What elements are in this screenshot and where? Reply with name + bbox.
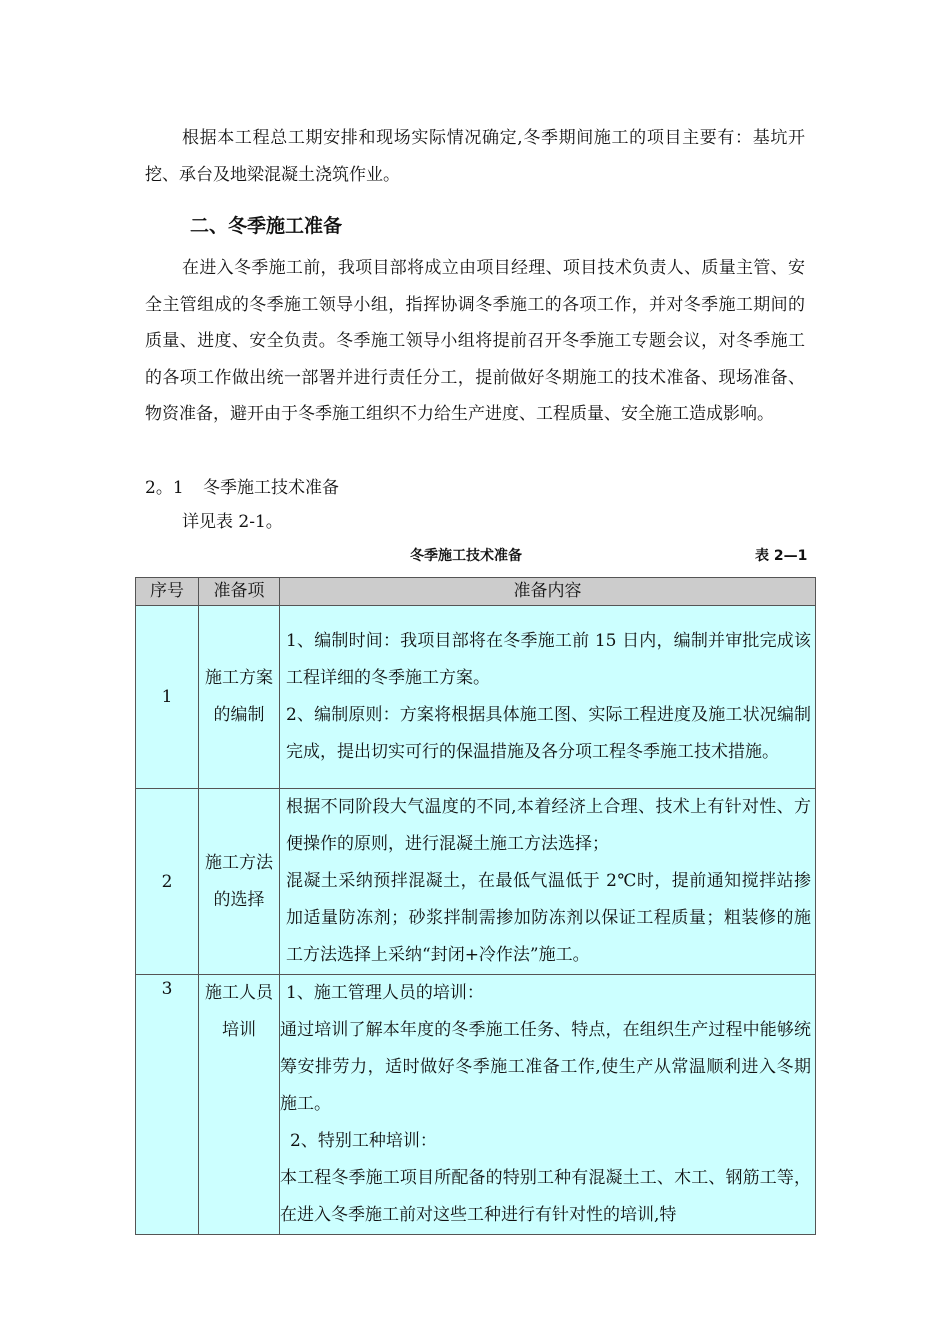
row-item: 施工方法的选择 (199, 789, 280, 975)
content-line: 2、编制原则：方案将根据具体施工图、实际工程进度及施工状况编制完成，提出切实可行的保温措施及各分项工程冬季施工技术措施。 (286, 705, 811, 762)
section-heading: 二、冬季施工准备 (190, 215, 343, 237)
row-number: 1 (136, 606, 199, 789)
row-content (280, 789, 816, 975)
header-item: 准备项 (199, 578, 280, 606)
content-line: 本工程冬季施工项目所配备的特别工种有混凝土工、木工、钢筋工等，在进入冬季施工前对这些工种进行有针对性的培训,特 (280, 1168, 811, 1225)
row-number: 2 (136, 789, 199, 975)
table-row (136, 606, 816, 789)
content-line: 根据不同阶段大气温度的不同,本着经济上合理、技术上有针对性、方便操作的原则，进行混凝土施工方法选择； (286, 797, 811, 854)
preparation-table (135, 577, 816, 1235)
row-content (280, 975, 816, 1235)
table-caption: 冬季施工技术准备 (410, 548, 522, 564)
header-no: 序号 (136, 578, 199, 606)
subsection-title: 冬季施工技术准备 (203, 478, 339, 498)
table-number: 表 2—1 (755, 548, 808, 564)
section-paragraph: 在进入冬季施工前，我项目部将成立由项目经理、项目技术负责人、质量主管、安全主管组成的冬季施工领导小组，指挥协调冬季施工的各项工作，并对冬季施工期间的质量、进度、安全负责。冬季施工领导小组将提前召开冬季施工专题会议，对冬季施工的各项工作做出统一部署并进行责任分工，提前做好冬期施工的技术准备、现场准备、物资准备，避开由于冬季施工组织不力给生产进度、工程质量、安全施工造成影响。 (145, 258, 805, 424)
content-line: 1、施工管理人员的培训： (286, 983, 484, 1003)
header-content: 准备内容 (280, 578, 816, 606)
table-row (136, 975, 816, 1235)
subsection-number: 2。1 (145, 478, 184, 498)
content-line: 1、编制时间：我项目部将在冬季施工前 15 日内，编制并审批完成该工程详细的冬季施工方案。 (286, 631, 811, 688)
row-content (280, 606, 816, 789)
content-line: 2、特别工种培训： (290, 1131, 437, 1151)
row-item: 施工人员培训 (199, 975, 280, 1235)
table-reference: 详见表 2-1。 (182, 512, 283, 532)
content-line: 混凝土采纳预拌混凝土，在最低气温低于 2℃时，提前通知搅拌站掺加适量防冻剂；砂浆拌制需掺加防冻剂以保证工程质量；粗装修的施工方法选择上采纳“封闭+冷作法”施工。 (286, 871, 811, 965)
table-header-row (136, 578, 816, 606)
intro-paragraph: 根据本工程总工期安排和现场实际情况确定,冬季期间施工的项目主要有：基坑开挖、承台及地梁混凝土浇筑作业。 (145, 128, 805, 185)
row-number: 3 (136, 975, 199, 1235)
table-row (136, 789, 816, 975)
subsection-heading (145, 474, 339, 502)
content-line: 通过培训了解本年度的冬季施工任务、特点，在组织生产过程中能够统筹安排劳力，适时做好冬季施工准备工作,使生产从常温顺利进入冬期施工。 (280, 1020, 811, 1114)
row-item: 施工方案的编制 (199, 606, 280, 789)
